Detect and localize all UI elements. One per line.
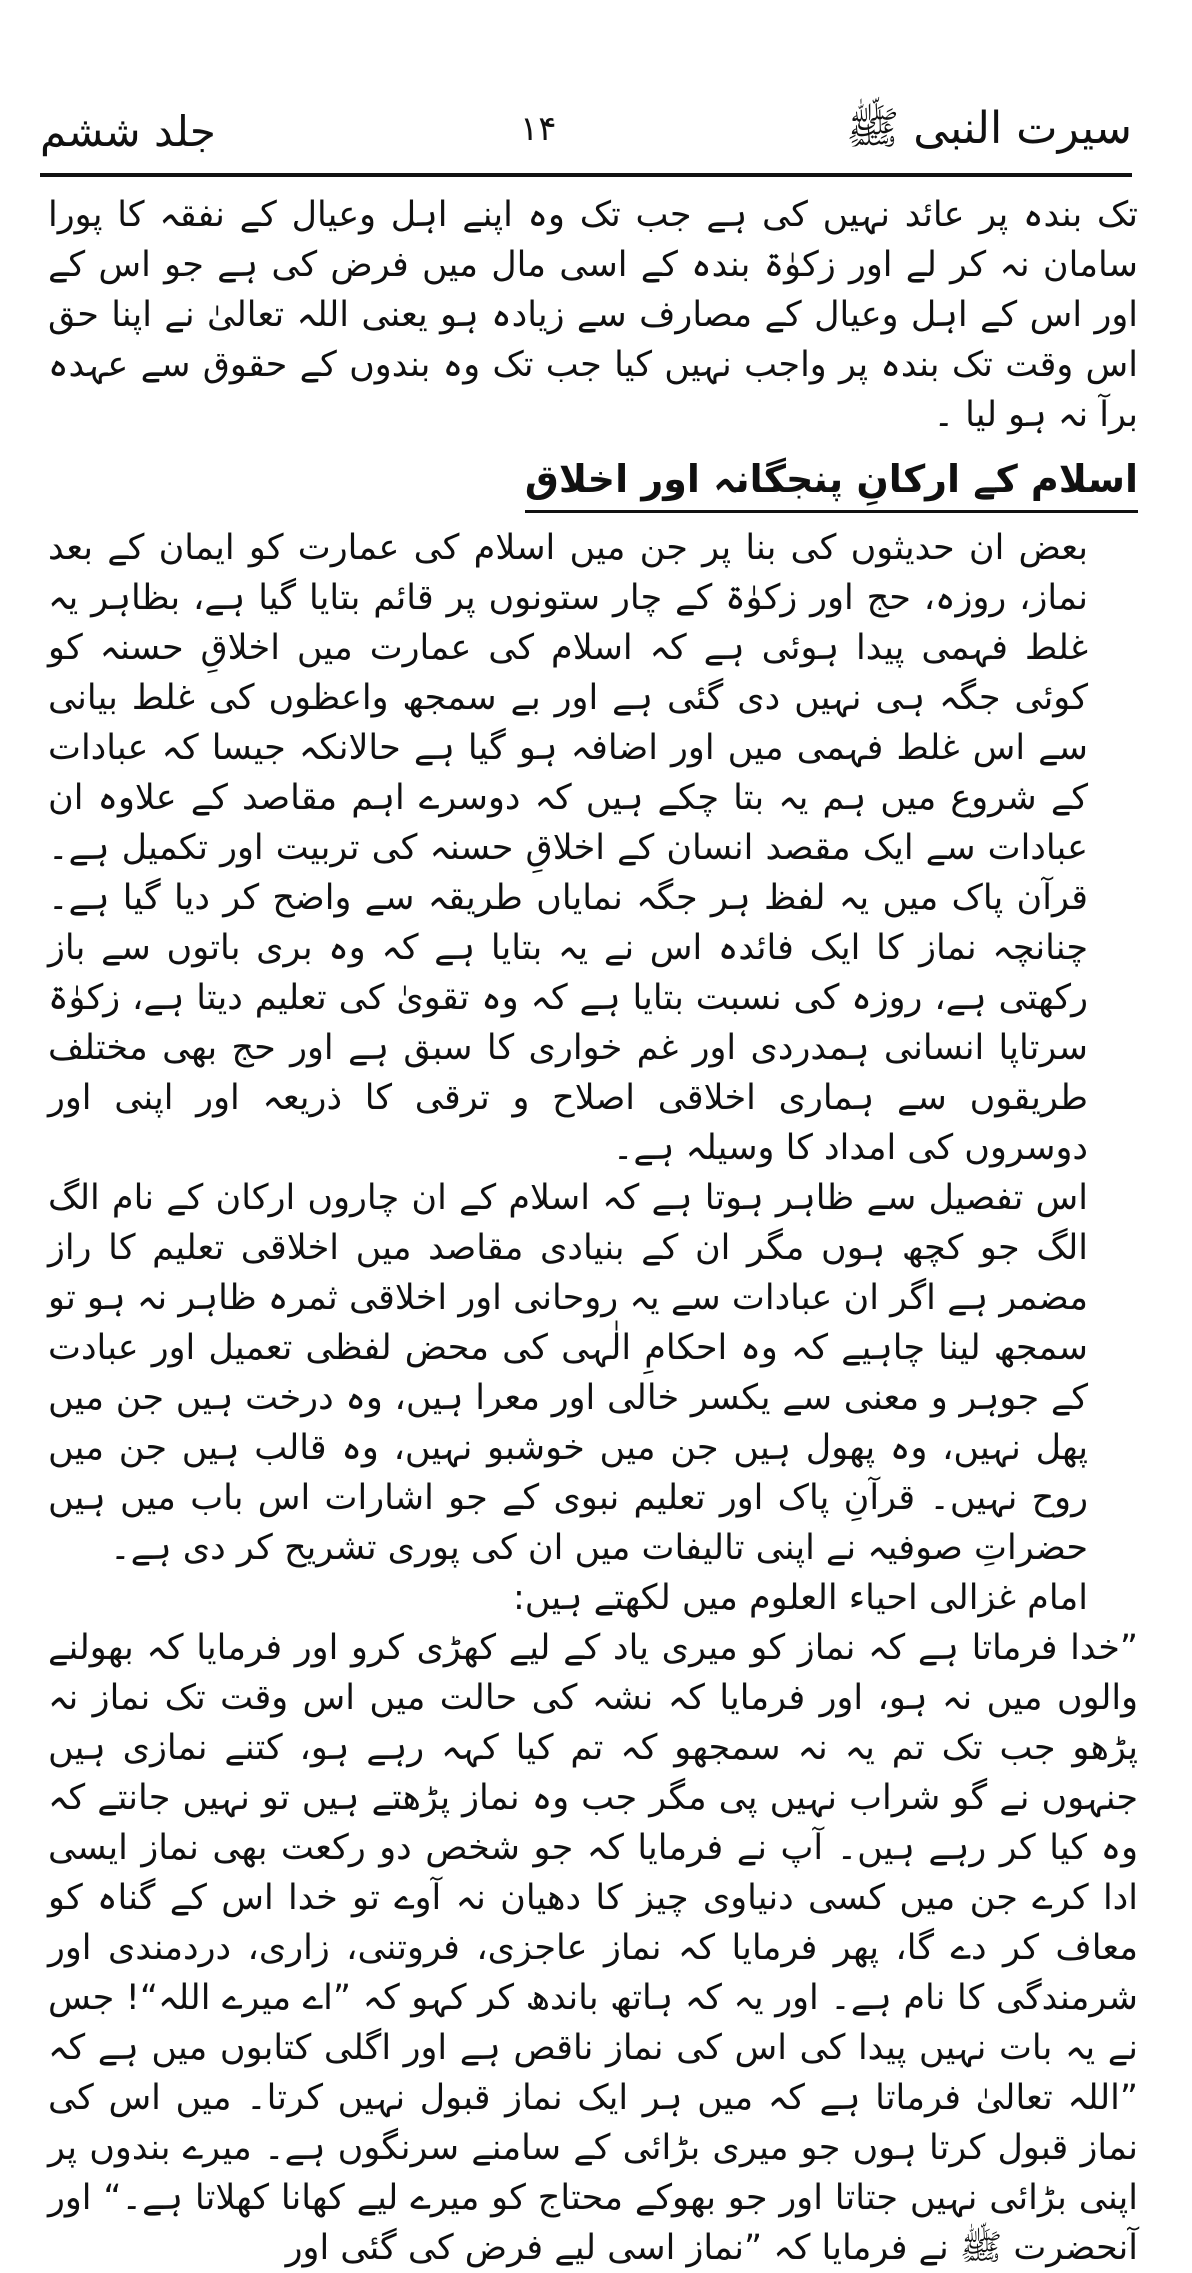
section-heading-wrap xyxy=(48,454,1138,513)
quote-paragraph: ”خدا فرماتا ہے کہ نماز کو میری یاد کے لیے کھڑی کرو اور فرمایا کہ بھولنے والوں میں نہ ہو، اور فرمایا کہ نشہ کی حالت میں اس وقت تک نماز نہ پڑھو جب تک تم یہ نہ سمجھو کہ تم کیا کہہ رہے ہو، کتنے نمازی ہیں جنہوں نے گو شراب نہیں پی مگر جب وہ نماز پڑھتے ہیں تو نہیں جانتے کہ وہ کیا کر رہے ہیں۔ آپ نے فرمایا کہ جو شخص دو رکعت بھی نماز ایسی ادا کرے جن میں کسی دنیاوی چیز کا دھیان نہ آوے تو خدا اس کے گناہ کو معاف کر دے گا، پھر فرمایا کہ نماز عاجزی، فروتنی، زاری، دردمندی اور شرمندگی کا نام ہے۔ اور یہ کہ ہاتھ باندھ کر کہو کہ ”اے میرے اللہ“! جس نے یہ بات نہیں پیدا کی اس کی نماز ناقص ہے اور اگلی کتابوں میں ہے کہ ”اللہ تعالیٰ فرماتا ہے کہ میں ہر ایک نماز قبول نہیں کرتا۔ میں اس کی نماز قبول کرتا ہوں جو میری بڑائی کے سامنے سرنگوں ہے۔ میرے بندوں پر اپنی بڑائی نہیں جتاتا اور جو بھوکے محتاج کو میرے لیے کھانا کھلاتا ہے۔“ اور آنحضرت ﷺ نے فرمایا کہ ”نماز اسی لیے فرض کی گئی اور xyxy=(48,1628,1138,2268)
header-rule xyxy=(40,173,1132,177)
paragraph-3: اس تفصیل سے ظاہر ہوتا ہے کہ اسلام کے ان چاروں ارکان کے نام الگ الگ جو کچھ ہوں مگر ان کے بنیادی مقاصد میں اخلاقی تعلیم کا راز مضمر ہے اگر ان عبادات سے یہ روحانی اور اخلاقی ثمرہ ظاہر نہ ہو تو سمجھ لینا چاہیے کہ وہ احکامِ الٰہی کی محض لفظی تعمیل اور عبادت کے جوہر و معنی سے یکسر خالی اور معرا ہیں، وہ درخت ہیں جن میں پھل نہیں، وہ پھول ہیں جن میں خوشبو نہیں، وہ قالب ہیں جن میں روح نہیں۔ قرآنِ پاک اور تعلیم نبوی کے جو اشارات اس باب میں ہیں حضراتِ صوفیہ نے اپنی تالیفات میں ان کی پوری تشریح کر دی ہے۔ xyxy=(48,1178,1088,1568)
section-heading: اسلام کے ارکانِ پنجگانہ اور اخلاق xyxy=(525,454,1138,513)
volume-label: جلد ششم xyxy=(40,107,216,156)
page-body xyxy=(48,190,1138,2273)
page-header xyxy=(40,95,1132,175)
paragraph-1: تک بندہ پر عائد نہیں کی ہے جب تک وہ اپنے اہل وعیال کے نفقہ کا پورا سامان نہ کر لے اور زکوٰۃ بندہ کے اسی مال میں فرض کی ہے جو اس کے اور اس کے اہل وعیال کے مصارف سے زیادہ ہو یعنی اللہ تعالیٰ نے اپنا حق اس وقت تک بندہ پر واجب نہیں کیا جب تک وہ بندوں کے حقوق سے عہدہ برآ نہ ہو لیا ۔ xyxy=(48,195,1138,435)
paragraph-2: بعض ان حدیثوں کی بنا پر جن میں اسلام کی عمارت کو ایمان کے بعد نماز، روزہ، حج اور زکوٰۃ کے چار ستونوں پر قائم بتایا گیا ہے، بظاہر یہ غلط فہمی پیدا ہوئی ہے کہ اسلام کی عمارت میں اخلاقِ حسنہ کو کوئی جگہ ہی نہیں دی گئی ہے اور بے سمجھ واعظوں کی غلط بیانی سے اس غلط فہمی میں اور اضافہ ہو گیا ہے حالانکہ جیسا کہ عبادات کے شروع میں ہم یہ بتا چکے ہیں کہ دوسرے اہم مقاصد کے علاوہ ان عبادات سے ایک مقصد انسان کے اخلاقِ حسنہ کی تربیت اور تکمیل ہے۔ قرآن پاک میں یہ لفظ ہر جگہ نمایاں طریقہ سے واضح کر دیا گیا ہے۔ چنانچہ نماز کا ایک فائدہ اس نے یہ بتایا ہے کہ وہ بری باتوں سے باز رکھتی ہے، روزہ کی نسبت بتایا ہے کہ وہ تقویٰ کی تعلیم دیتا ہے، زکوٰۃ سرتاپا انسانی ہمدردی اور غم خواری کا سبق ہے اور حج بھی مختلف طریقوں سے ہماری اخلاقی اصلاح و ترقی کا ذریعہ اور اپنی اور دوسروں کی امداد کا وسیلہ ہے۔ xyxy=(48,528,1088,1168)
page-number: ۱۴ xyxy=(520,109,557,149)
book-title: سیرت النبی ﷺ xyxy=(846,103,1132,154)
quote-intro: امام غزالی احیاء العلوم میں لکھتے ہیں: xyxy=(512,1578,1088,1618)
